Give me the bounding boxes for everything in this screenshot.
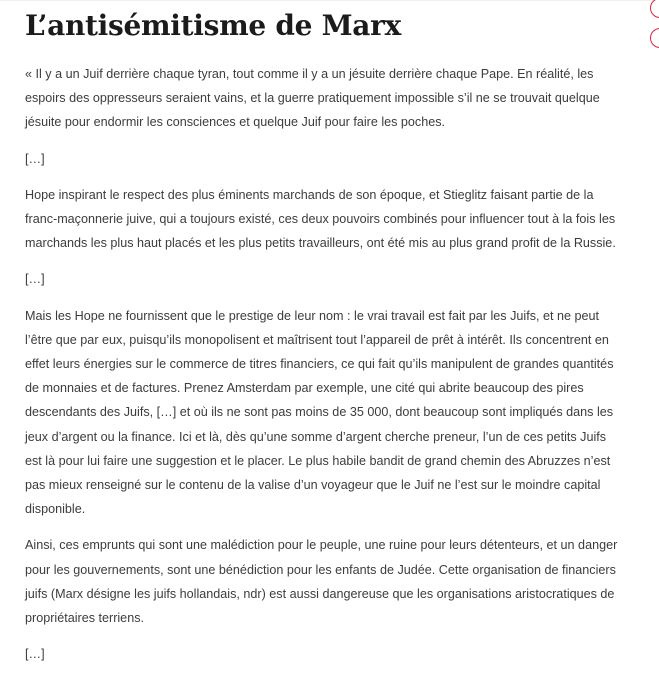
paragraph: Ainsi, ces emprunts qui sont une malédiction pour le peuple, une ruine pour leurs détenteurs, et un danger pour les gouvernements, sont une bénédiction pour les enfants de Judée. Cette organisation de financiers juifs (Marx désigne les juifs hollandais, ndr) est aussi dangereuse que les organisations aristocratiques de propriétaires terriens. [25,538,618,626]
share-button-partial[interactable] [650,0,659,18]
article-body [25,62,625,666]
share-button-partial[interactable] [650,28,659,48]
paragraph: « Il y a un Juif derrière chaque tyran, tout comme il y a un jésuite derrière chaque Pape. En réalité, les espoirs des oppresseurs seraient vains, et la guerre pratiquement impossible s’il ne se trouvait quelque jésuite pour endormir les consciences et quelque Juif pour faire les poches. [25,67,600,130]
ellipsis-paragraph: […] [25,272,45,287]
paragraph: Mais les Hope ne fournissent que le prestige de leur nom : le vrai travail est fait par les Juifs, et ne peut l’être que par eux, puisqu’ils monopolisent et maîtrisent tout l’appareil de prêt à intérêt. Ils concentrent en effet leurs énergies sur le commerce de titres financiers, ce qui fait qu’ils manipulent de grandes quantités de monnaies et de factures. Prenez Amsterdam par exemple, une cité qui abrite beaucoup des pires descendants des Juifs, […] et où ils ne sont pas moins de 35 000, dont beaucoup sont impliqués dans les jeux d’argent ou la finance. Ici et là, dès qu’une somme d’argent cherche preneur, l’un de ces petits Juifs est là pour lui faire une suggestion et le placer. Le plus habile bandit de grand chemin des Abruzzes n’est pas mieux renseigné sur le contenu de la valise d’un voyageur que le Juif ne l’est sur le moindre capital disponible. [25,308,614,517]
article [25,0,625,678]
ellipsis-paragraph: […] [25,151,45,166]
article-title: L’antisémitisme de Marx [25,9,401,42]
ellipsis-paragraph: […] [25,647,45,662]
paragraph: Hope inspirant le respect des plus éminents marchands de son époque, et Stieglitz faisant partie de la franc-maçonnerie juive, qui a toujours existé, ces deux pouvoirs combinés pour influencer tout à la fois les marchands les plus haut placés et les plus petits travailleurs, ont été mis au plus grand profit de la Russie. [25,187,616,251]
